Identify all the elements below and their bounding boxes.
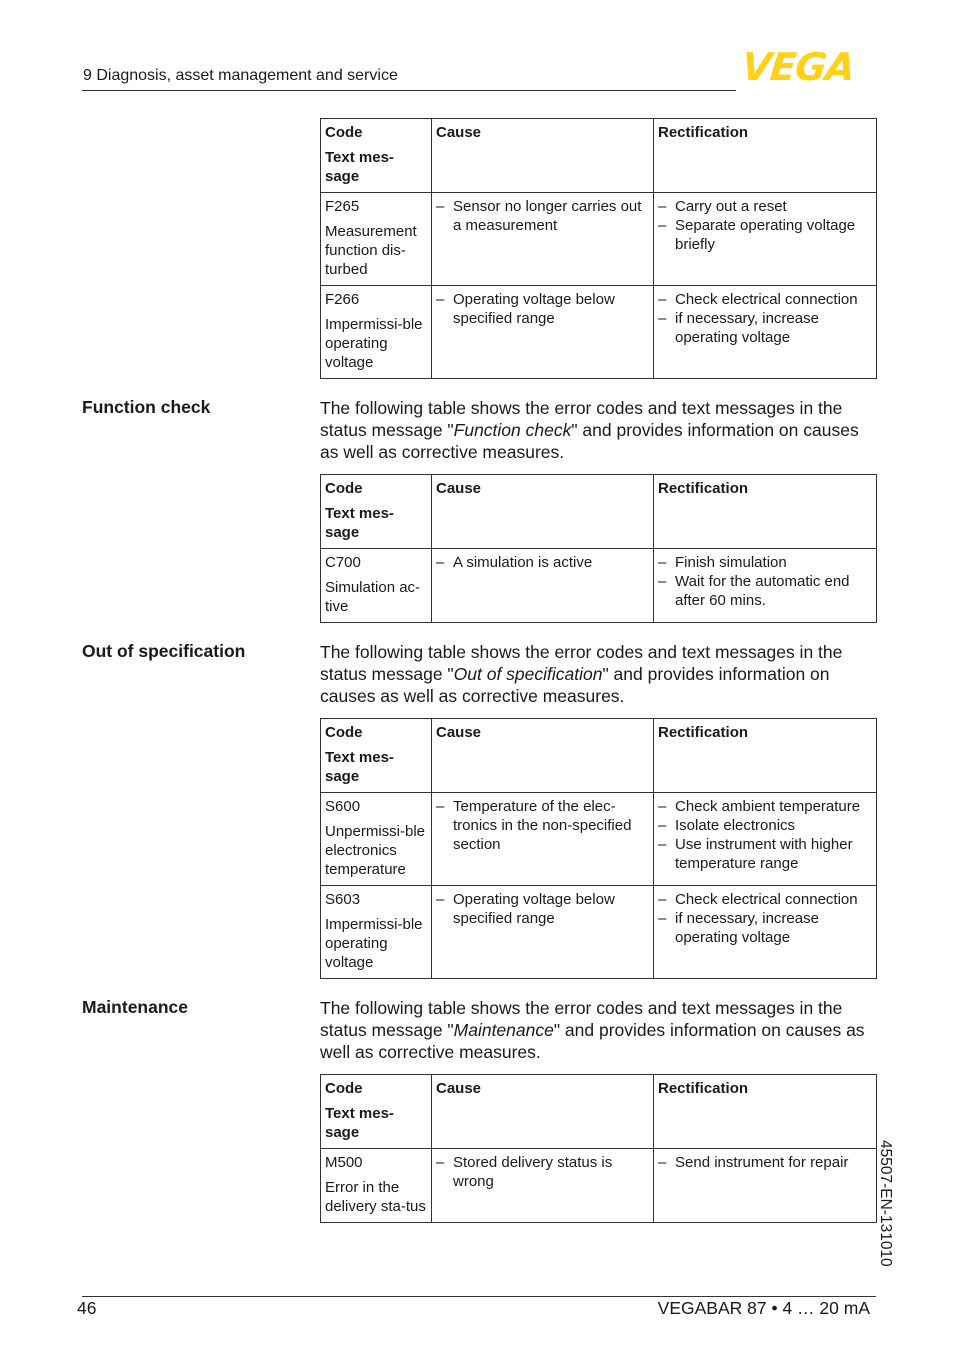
rectification-item: – if necessary, increase operating voltage [658, 309, 872, 347]
header-cell-cause [432, 475, 654, 549]
header-rectification: Rectification [658, 480, 749, 497]
error-code: S603 [325, 891, 361, 908]
page-header-section: 9 Diagnosis, asset management and service [83, 67, 398, 84]
header-cause: Cause [436, 724, 482, 741]
header-cell-code [321, 719, 432, 793]
section-label-function-check: Function check [82, 397, 211, 417]
error-table-out-of-specification [320, 718, 877, 979]
rectification-item: – Isolate electronics [658, 816, 872, 835]
table-row [321, 549, 877, 623]
rectification-item: – Check electrical connection [658, 290, 872, 309]
rectification-cell [654, 886, 877, 979]
page-number: 46 [77, 1298, 97, 1318]
header-rectification: Rectification [658, 724, 749, 741]
header-rectification: Rectification [658, 124, 749, 141]
header-cell-cause [432, 1075, 654, 1149]
cause-cell [432, 193, 654, 286]
table-header-row [321, 475, 877, 549]
code-cell [321, 193, 432, 286]
table-header-row [321, 1075, 877, 1149]
code-cell [321, 549, 432, 623]
rectification-item: – Wait for the automatic end after 60 mins. [658, 572, 872, 610]
status-term: Function check [453, 420, 572, 440]
cause-item: – Operating voltage below specified range [436, 890, 649, 928]
section-intro-maintenance: The following table shows the error codes and text messages in the status message "Maintenance" and provides information on causes as well as corrective measures. [320, 998, 865, 1062]
header-code: Code [325, 124, 363, 141]
header-code: Code [325, 724, 363, 741]
error-code: S600 [325, 798, 361, 815]
cause-item: – Sensor no longer carries out a measurement [436, 197, 649, 235]
error-table-function-check [320, 474, 877, 623]
table-row [321, 793, 877, 886]
footer-rule [82, 1296, 876, 1297]
header-text-message: Text mes- sage [325, 749, 394, 785]
error-code: F265 [325, 198, 360, 215]
header-code: Code [325, 480, 363, 497]
header-text-message: Text mes- sage [325, 149, 394, 185]
document-code: 45507-EN-131010 [877, 1140, 894, 1267]
section-label-out-of-specification: Out of specification [82, 641, 246, 661]
header-text-message: Text mes- sage [325, 505, 394, 541]
header-rectification: Rectification [658, 1080, 749, 1097]
cause-item: – Temperature of the elec-tronics in the non-specified section [436, 797, 649, 854]
status-term: Maintenance [453, 1020, 554, 1040]
code-cell [321, 286, 432, 379]
error-code: C700 [325, 554, 361, 571]
header-rule [82, 90, 736, 91]
error-text-message: Simulation ac-tive [325, 579, 421, 615]
status-term: Out of specification [453, 664, 603, 684]
rectification-item: – Separate operating voltage briefly [658, 216, 872, 254]
rectification-item: – Carry out a reset [658, 197, 872, 216]
table-row [321, 286, 877, 379]
error-text-message: Measurement function dis-turbed [325, 223, 417, 278]
rectification-cell [654, 793, 877, 886]
section-label-maintenance: Maintenance [82, 997, 188, 1017]
header-cause: Cause [436, 480, 482, 497]
header-text-message: Text mes- sage [325, 1105, 394, 1141]
header-cause: Cause [436, 1080, 482, 1097]
cause-item: – A simulation is active [436, 553, 649, 572]
header-cell-code [321, 119, 432, 193]
table-row [321, 193, 877, 286]
error-text-message: Unpermissi-ble electronics temperature [325, 823, 426, 878]
header-cell-rectification [654, 719, 877, 793]
code-cell [321, 793, 432, 886]
section-intro-function-check: The following table shows the error codes and text messages in the status message "Function check" and provides information on causes as well as corrective measures. [320, 398, 859, 462]
table-row [321, 1149, 877, 1223]
cause-cell [432, 886, 654, 979]
cause-item: – Operating voltage below specified range [436, 290, 649, 328]
footer-product: VEGABAR 87 • 4 … 20 mA [657, 1298, 870, 1318]
error-table-failure [320, 118, 877, 379]
rectification-item: – Check ambient temperature [658, 797, 872, 816]
rectification-item: – Finish simulation [658, 553, 872, 572]
table-header-row [321, 119, 877, 193]
section-intro-out-of-specification: The following table shows the error codes and text messages in the status message "Out of specification" and provides information on causes as well as corrective measures. [320, 642, 843, 706]
table-row [321, 886, 877, 979]
error-text-message: Impermissi-ble operating voltage [325, 316, 423, 371]
table-header-row [321, 719, 877, 793]
code-cell [321, 886, 432, 979]
rectification-item: – Check electrical connection [658, 890, 872, 909]
header-cell-rectification [654, 475, 877, 549]
error-table-maintenance [320, 1074, 877, 1223]
cause-cell [432, 549, 654, 623]
rectification-item: – Use instrument with higher temperature range [658, 835, 872, 873]
code-cell [321, 1149, 432, 1223]
header-cell-rectification [654, 1075, 877, 1149]
vega-logo: VEGA [739, 45, 857, 89]
header-cell-rectification [654, 119, 877, 193]
error-code: M500 [325, 1154, 363, 1171]
rectification-cell [654, 193, 877, 286]
cause-cell [432, 286, 654, 379]
error-text-message: Impermissi-ble operating voltage [325, 916, 423, 971]
header-cell-cause [432, 119, 654, 193]
error-text-message: Error in the delivery sta-tus [325, 1179, 426, 1215]
header-code: Code [325, 1080, 363, 1097]
rectification-cell [654, 1149, 877, 1223]
rectification-item: – if necessary, increase operating voltage [658, 909, 872, 947]
cause-item: – Stored delivery status is wrong [436, 1153, 649, 1191]
cause-cell [432, 793, 654, 886]
header-cell-code [321, 475, 432, 549]
header-cell-code [321, 1075, 432, 1149]
header-cell-cause [432, 719, 654, 793]
rectification-cell [654, 549, 877, 623]
error-code: F266 [325, 291, 360, 308]
cause-cell [432, 1149, 654, 1223]
rectification-item: – Send instrument for repair [658, 1153, 872, 1172]
header-cause: Cause [436, 124, 482, 141]
rectification-cell [654, 286, 877, 379]
